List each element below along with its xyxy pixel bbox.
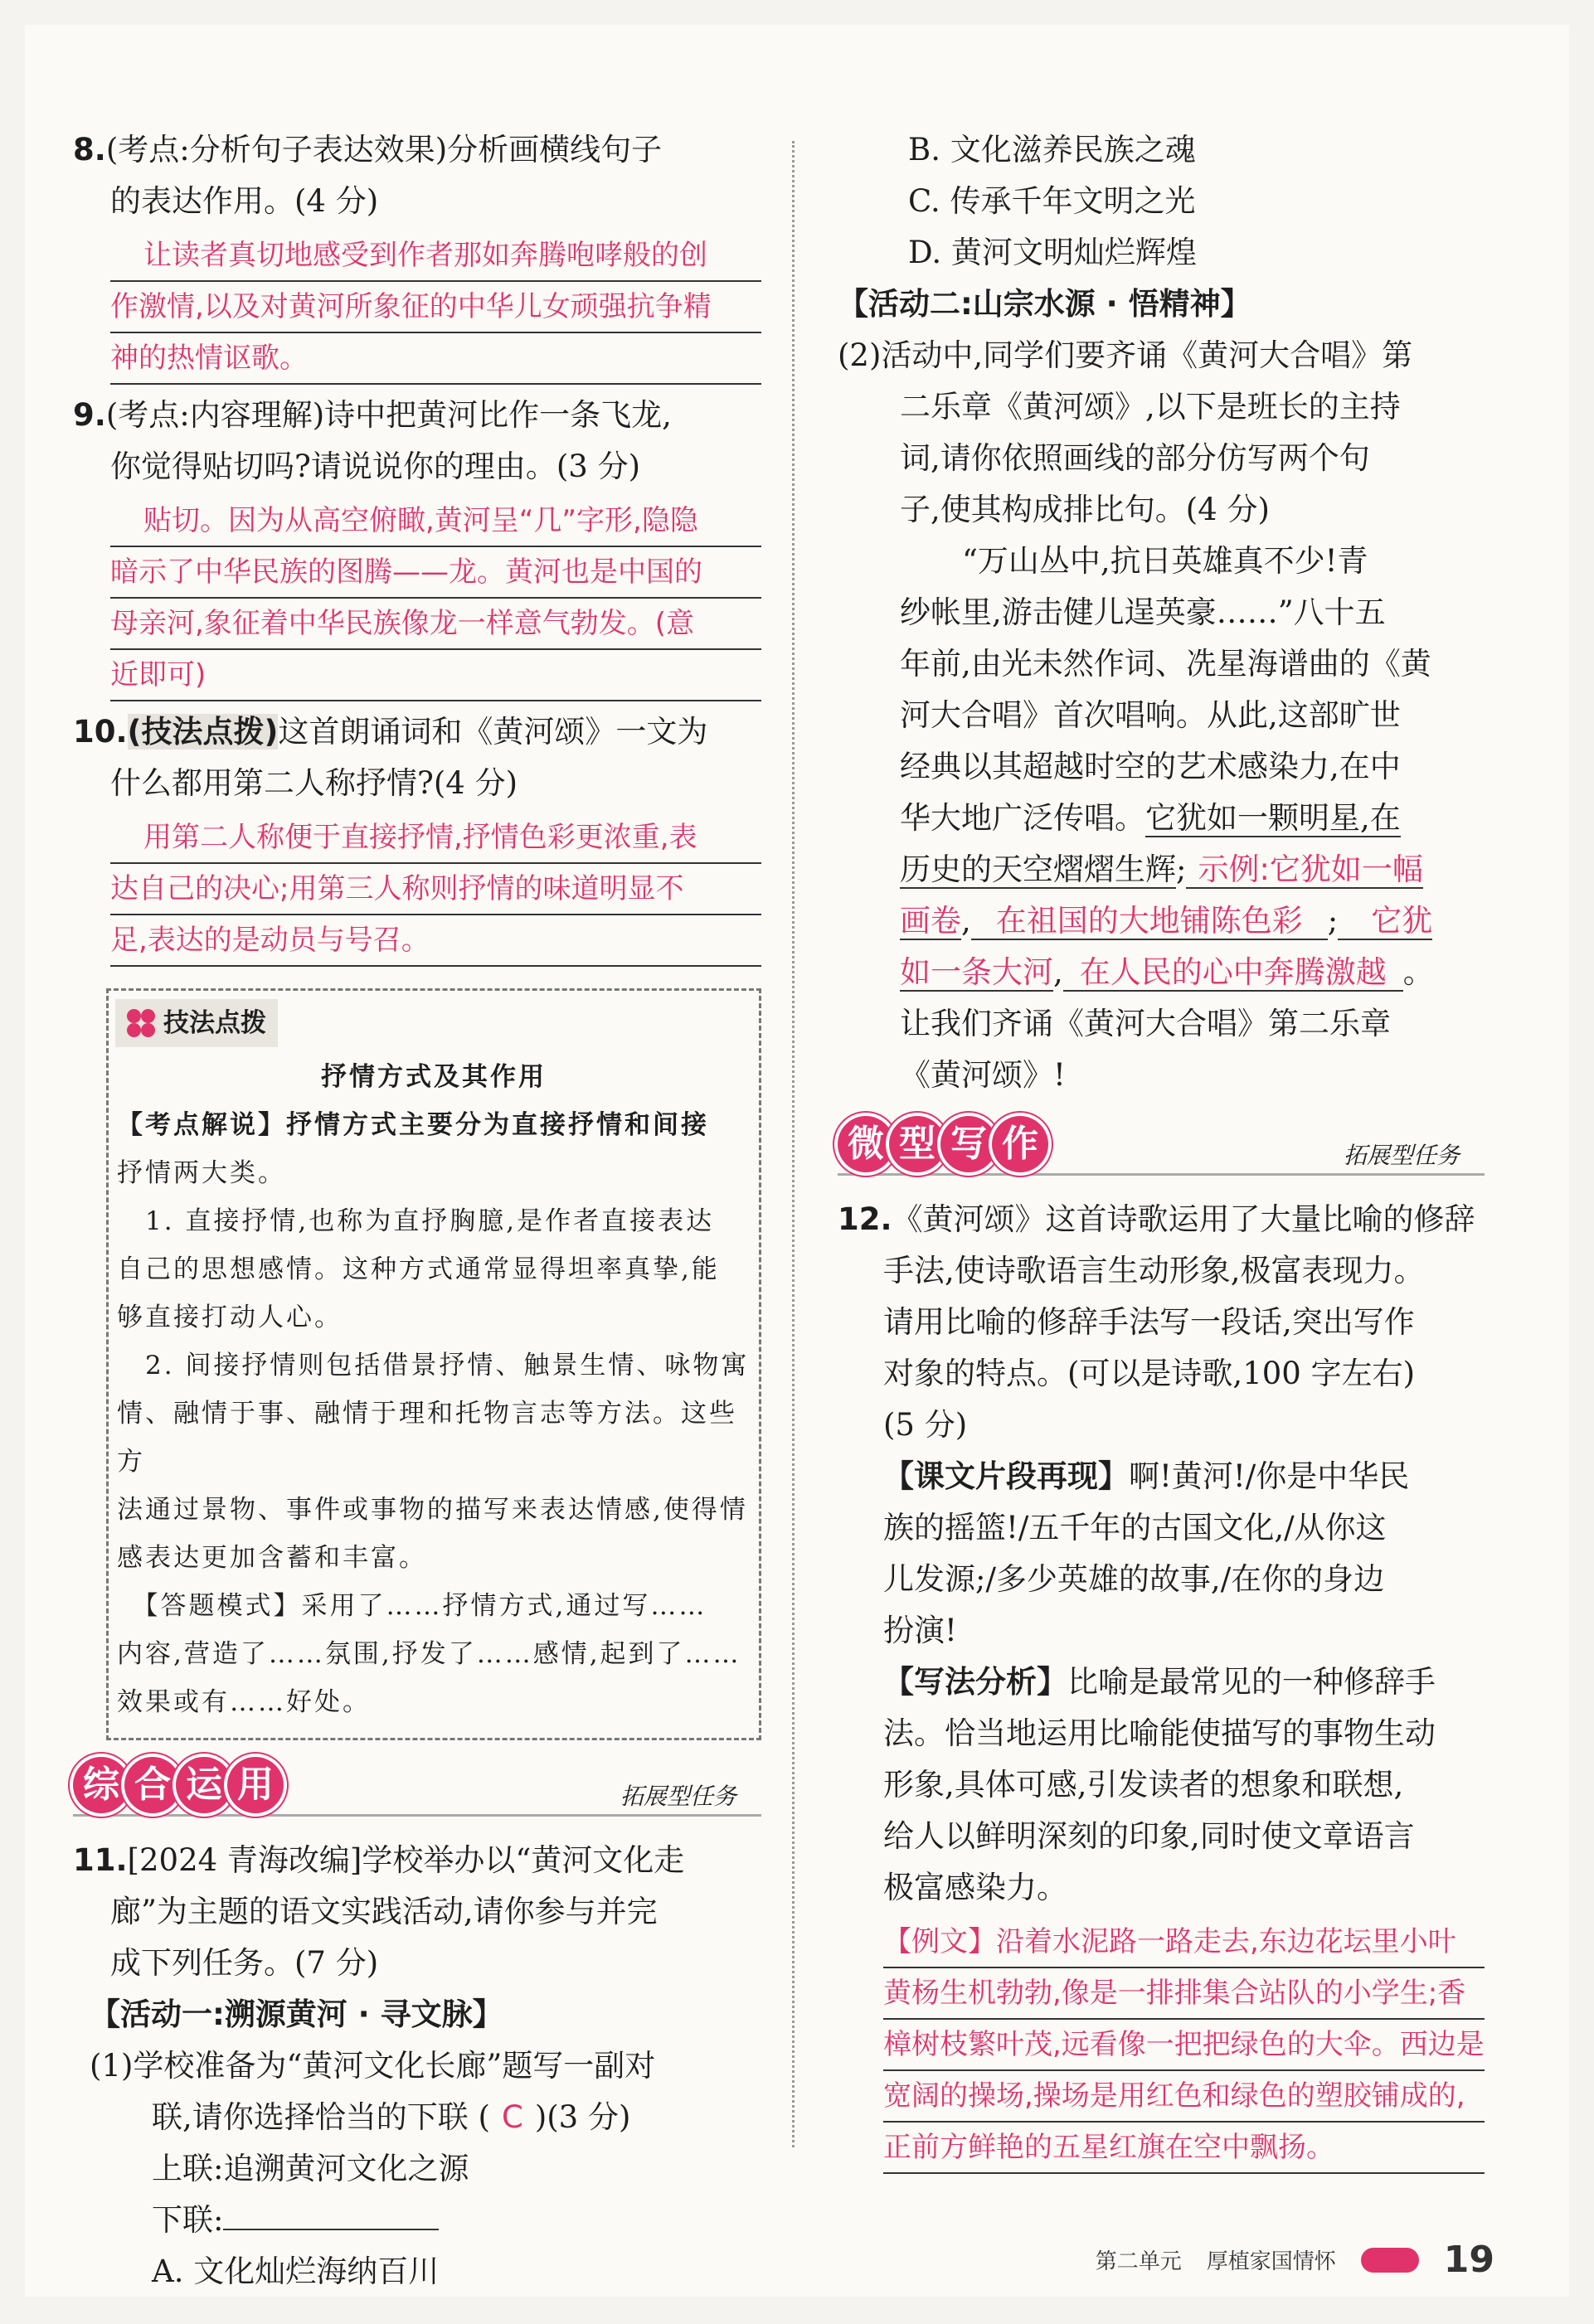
- analysis-line: 极富感染力。: [883, 1870, 1067, 1905]
- q8-answer-line: 让读者真切地感受到作者那如奔腾咆哮般的创: [110, 230, 761, 282]
- tip-line: 2. 间接抒情则包括借景抒情、触景生情、咏物寓: [117, 1351, 750, 1380]
- flower-icon: [127, 1009, 155, 1037]
- page-number: 19: [1443, 2239, 1494, 2281]
- section-header-comprehensive: [73, 1757, 761, 1825]
- activity-1-title: 【活动一:溯源黄河 · 寻文脉】: [90, 1997, 503, 2032]
- q10-line2: 什么都用第二人称抒情?(4 分): [110, 765, 518, 801]
- q11-line: 廊”为主题的语文实践活动,请你参与并完: [110, 1894, 658, 1929]
- tip-title: 抒情方式及其作用: [321, 1062, 547, 1092]
- section-char: 型: [889, 1116, 945, 1172]
- q9-answer-line: 近即可): [110, 650, 761, 701]
- q11-sub1-line: (1)学校准备为“黄河文化长廊”题写一副对: [90, 2048, 656, 2084]
- imitation-answer: 示例:它犹如一幅: [1186, 851, 1422, 889]
- q11-sub1-choice: 联,请你选择恰当的下联 ( C )(3 分): [152, 2099, 631, 2135]
- q8-answer: [110, 230, 761, 385]
- recall-block: [838, 1451, 1485, 2174]
- q11-line: 成下列任务。(7 分): [110, 1945, 379, 1981]
- section-tag: 拓展型任务: [1335, 1138, 1468, 1171]
- activity-2-title: 【活动二:山宗水源 · 悟精神】: [838, 286, 1251, 322]
- q9-answer-line: 母亲河,象征着中华民族像龙一样意气勃发。(意: [110, 599, 761, 650]
- option-c: C. 传承千年文明之光: [908, 183, 1196, 219]
- q9-answer: [110, 496, 761, 701]
- tip-line: 【考点解说】抒情方式主要分为直接抒情和间接: [117, 1110, 709, 1140]
- q10-line1: 10.(技法点拨)这首朗诵词和《黄河颂》一文为: [73, 714, 708, 750]
- host-line: 《黄河颂》!: [900, 1057, 1066, 1093]
- q12-line: 请用比喻的修辞手法写一段话,突出写作: [883, 1304, 1415, 1340]
- imitation-answer: 如一条大河: [900, 954, 1053, 990]
- analysis-line: 【写法分析】比喻是最常见的一种修辞手: [883, 1664, 1436, 1700]
- section-header-writing: [838, 1116, 1485, 1184]
- example-line: 黄杨生机勃勃,像是一排排集合站队的小学生;香: [883, 1968, 1485, 2020]
- tip-line: 1. 直接抒情,也称为直抒胸臆,是作者直接表达: [117, 1206, 715, 1236]
- q9-answer-line: 暗示了中华民族的图腾——龙。黄河也是中国的: [110, 547, 761, 599]
- page-footer: [1096, 2239, 1494, 2281]
- q8-answer-line: 神的热情讴歌。: [110, 333, 761, 385]
- tip-line: 感表达更加含蓄和丰富。: [117, 1543, 427, 1573]
- right-column: [838, 124, 1485, 2179]
- q8-answer-line: 作激情,以及对黄河所象征的中华儿女顽强抗争精: [110, 282, 761, 333]
- analysis-line: 给人以鲜明深刻的印象,同时使文章语言: [883, 1818, 1415, 1854]
- q11-line1: 11.[2024 青海改编]学校举办以“黄河文化走: [73, 1842, 685, 1878]
- underlined-model-sentence: 历史的天空熠熠生辉: [900, 851, 1176, 887]
- tip-line: 够直接打动人心。: [117, 1303, 343, 1332]
- recall-line: 扮演!: [883, 1613, 957, 1648]
- tip-line: 内容,营造了……氛围,抒发了……感情,起到了……: [117, 1639, 741, 1669]
- q12-line: 手法,使诗歌语言生动形象,极富表现力。: [883, 1253, 1425, 1288]
- host-line: 让我们齐诵《黄河大合唱》第二乐章: [900, 1006, 1391, 1041]
- analysis-line: 形象,具体可感,引发读者的想象和联想,: [883, 1767, 1404, 1802]
- example-line: 【例文】沿着水泥路一路走去,东边花坛里小叶: [883, 1917, 1485, 1968]
- section-char: 运: [176, 1757, 232, 1813]
- example-line: 宽阔的操场,操场是用红色和绿色的塑胶铺成的,: [883, 2071, 1485, 2123]
- technique-tip-box: [106, 988, 761, 1740]
- recall-line: 儿发源;/多少英雄的故事,/在你的身边: [883, 1561, 1385, 1597]
- host-line: “万山丛中,抗日英雄真不少!青: [962, 543, 1368, 579]
- q11-sub2-line: 词,请你依照画线的部分仿写两个句: [900, 440, 1370, 476]
- section-char: 作: [992, 1116, 1048, 1172]
- section-char: 合: [124, 1757, 181, 1813]
- imitation-answer: 画卷: [900, 903, 961, 939]
- q9-line2: 你觉得贴切吗?请说说你的理由。(3 分): [110, 449, 641, 484]
- host-line: 河大合唱》首次唱响。从此,这部旷世: [900, 697, 1401, 733]
- imitation-answer: 它犹: [1338, 903, 1432, 940]
- section-char: 写: [940, 1116, 997, 1172]
- section-char: 用: [227, 1757, 284, 1813]
- answer-c: C: [501, 2099, 523, 2135]
- tip-line: 情、融情于事、融情于理和托物言志等方法。这些方: [117, 1399, 737, 1477]
- q10-answer-line: 用第二人称便于直接抒情,抒情色彩更浓重,表: [110, 813, 761, 864]
- tip-line: 抒情两大类。: [117, 1158, 286, 1188]
- upper-couplet: 上联:追溯黄河文化之源: [152, 2151, 469, 2186]
- left-column: [73, 124, 761, 2297]
- q11-sub2-line: 子,使其构成排比句。(4 分): [900, 492, 1270, 527]
- host-script: [838, 536, 1485, 1101]
- section-char: 综: [73, 1757, 129, 1813]
- column-divider: [792, 141, 795, 2147]
- q8-line1: 8.(考点:分析句子表达效果)分析画横线句子: [73, 132, 663, 167]
- q12-line1: 12.《黄河颂》这首诗歌运用了大量比喻的修辞: [838, 1201, 1475, 1237]
- example-line: 樟树枝繁叶茂,远看像一把把绿色的大伞。西边是: [883, 2020, 1485, 2071]
- q9-answer-line: 贴切。因为从高空俯瞰,黄河呈“几”字形,隐隐: [110, 496, 761, 547]
- option-d: D. 黄河文明灿烂辉煌: [908, 235, 1197, 270]
- recall-line: 【课文片段再现】啊!黄河!/你是中华民: [883, 1458, 1410, 1494]
- tip-line: 法通过景物、事件或事物的描写来表达情感,使得情: [117, 1495, 748, 1525]
- q11-sub2-line: 二乐章《黄河颂》,以下是班长的主持: [900, 389, 1401, 425]
- footer-theme: 厚植家国情怀: [1206, 2249, 1336, 2274]
- host-line: 华大地广泛传唱。它犹如一颗明星,在: [900, 800, 1401, 836]
- section-char: 微: [838, 1116, 894, 1172]
- q9-line1: 9.(考点:内容理解)诗中把黄河比作一条飞龙,: [73, 397, 672, 433]
- q10-answer-line: 达自己的决心;用第三人称则抒情的味道明显不: [110, 864, 761, 915]
- tip-line: 【答题模式】采用了……抒情方式,通过写……: [117, 1591, 707, 1621]
- recall-line: 族的摇篮!/五千年的古国文化,/从你这: [883, 1510, 1387, 1545]
- host-line: 年前,由光未然作词、冼星海谱曲的《黄: [900, 646, 1431, 682]
- q10-answer: [110, 813, 761, 967]
- q12-line: (5 分): [883, 1407, 968, 1443]
- host-line: 画卷, 在祖国的大地铺陈色彩 ; 它犹: [900, 903, 1433, 939]
- tip-line: 自己的思想感情。这种方式通常显得坦率真挚,能: [117, 1254, 720, 1284]
- section-tag: 拓展型任务: [612, 1778, 745, 1812]
- host-line: 纱帐里,游击健儿逞英豪……”八十五: [900, 594, 1386, 630]
- analysis-line: 法。恰当地运用比喻能使描写的事物生动: [883, 1715, 1436, 1751]
- q12-line: 对象的特点。(可以是诗歌,100 字左右): [883, 1356, 1416, 1391]
- host-line: 经典以其超越时空的艺术感染力,在中: [900, 749, 1401, 784]
- imitation-answer: 在祖国的大地铺陈色彩: [971, 903, 1328, 940]
- tip-line: 效果或有……好处。: [117, 1687, 371, 1717]
- underlined-model-sentence: 它犹如一颗明星,在: [1145, 800, 1401, 836]
- option-a: A. 文化灿烂海纳百川: [152, 2254, 440, 2289]
- option-b: B. 文化滋养民族之魂: [908, 132, 1196, 167]
- tip-header: 技法点拨: [115, 999, 278, 1047]
- q10-answer-line: 足,表达的是动员与号召。: [110, 915, 761, 967]
- q8-line2: 的表达作用。(4 分): [110, 183, 379, 219]
- host-line: 如一条大河, 在人民的心中奔腾激越 。: [900, 954, 1434, 990]
- footer-unit: 第二单元: [1095, 2249, 1182, 2274]
- example-line: 正前方鲜艳的五星红旗在空中飘扬。: [883, 2123, 1485, 2174]
- example-essay: [883, 1917, 1485, 2174]
- imitation-answer: 在人民的心中奔腾激越: [1063, 954, 1403, 992]
- host-line: 历史的天空熠熠生辉; 示例:它犹如一幅: [900, 851, 1423, 887]
- lower-couplet: 下联:: [73, 2195, 761, 2246]
- q11-sub2-line: (2)活动中,同学们要齐诵《黄河大合唱》第: [838, 337, 1413, 373]
- publisher-logo-icon: [1361, 2248, 1419, 2273]
